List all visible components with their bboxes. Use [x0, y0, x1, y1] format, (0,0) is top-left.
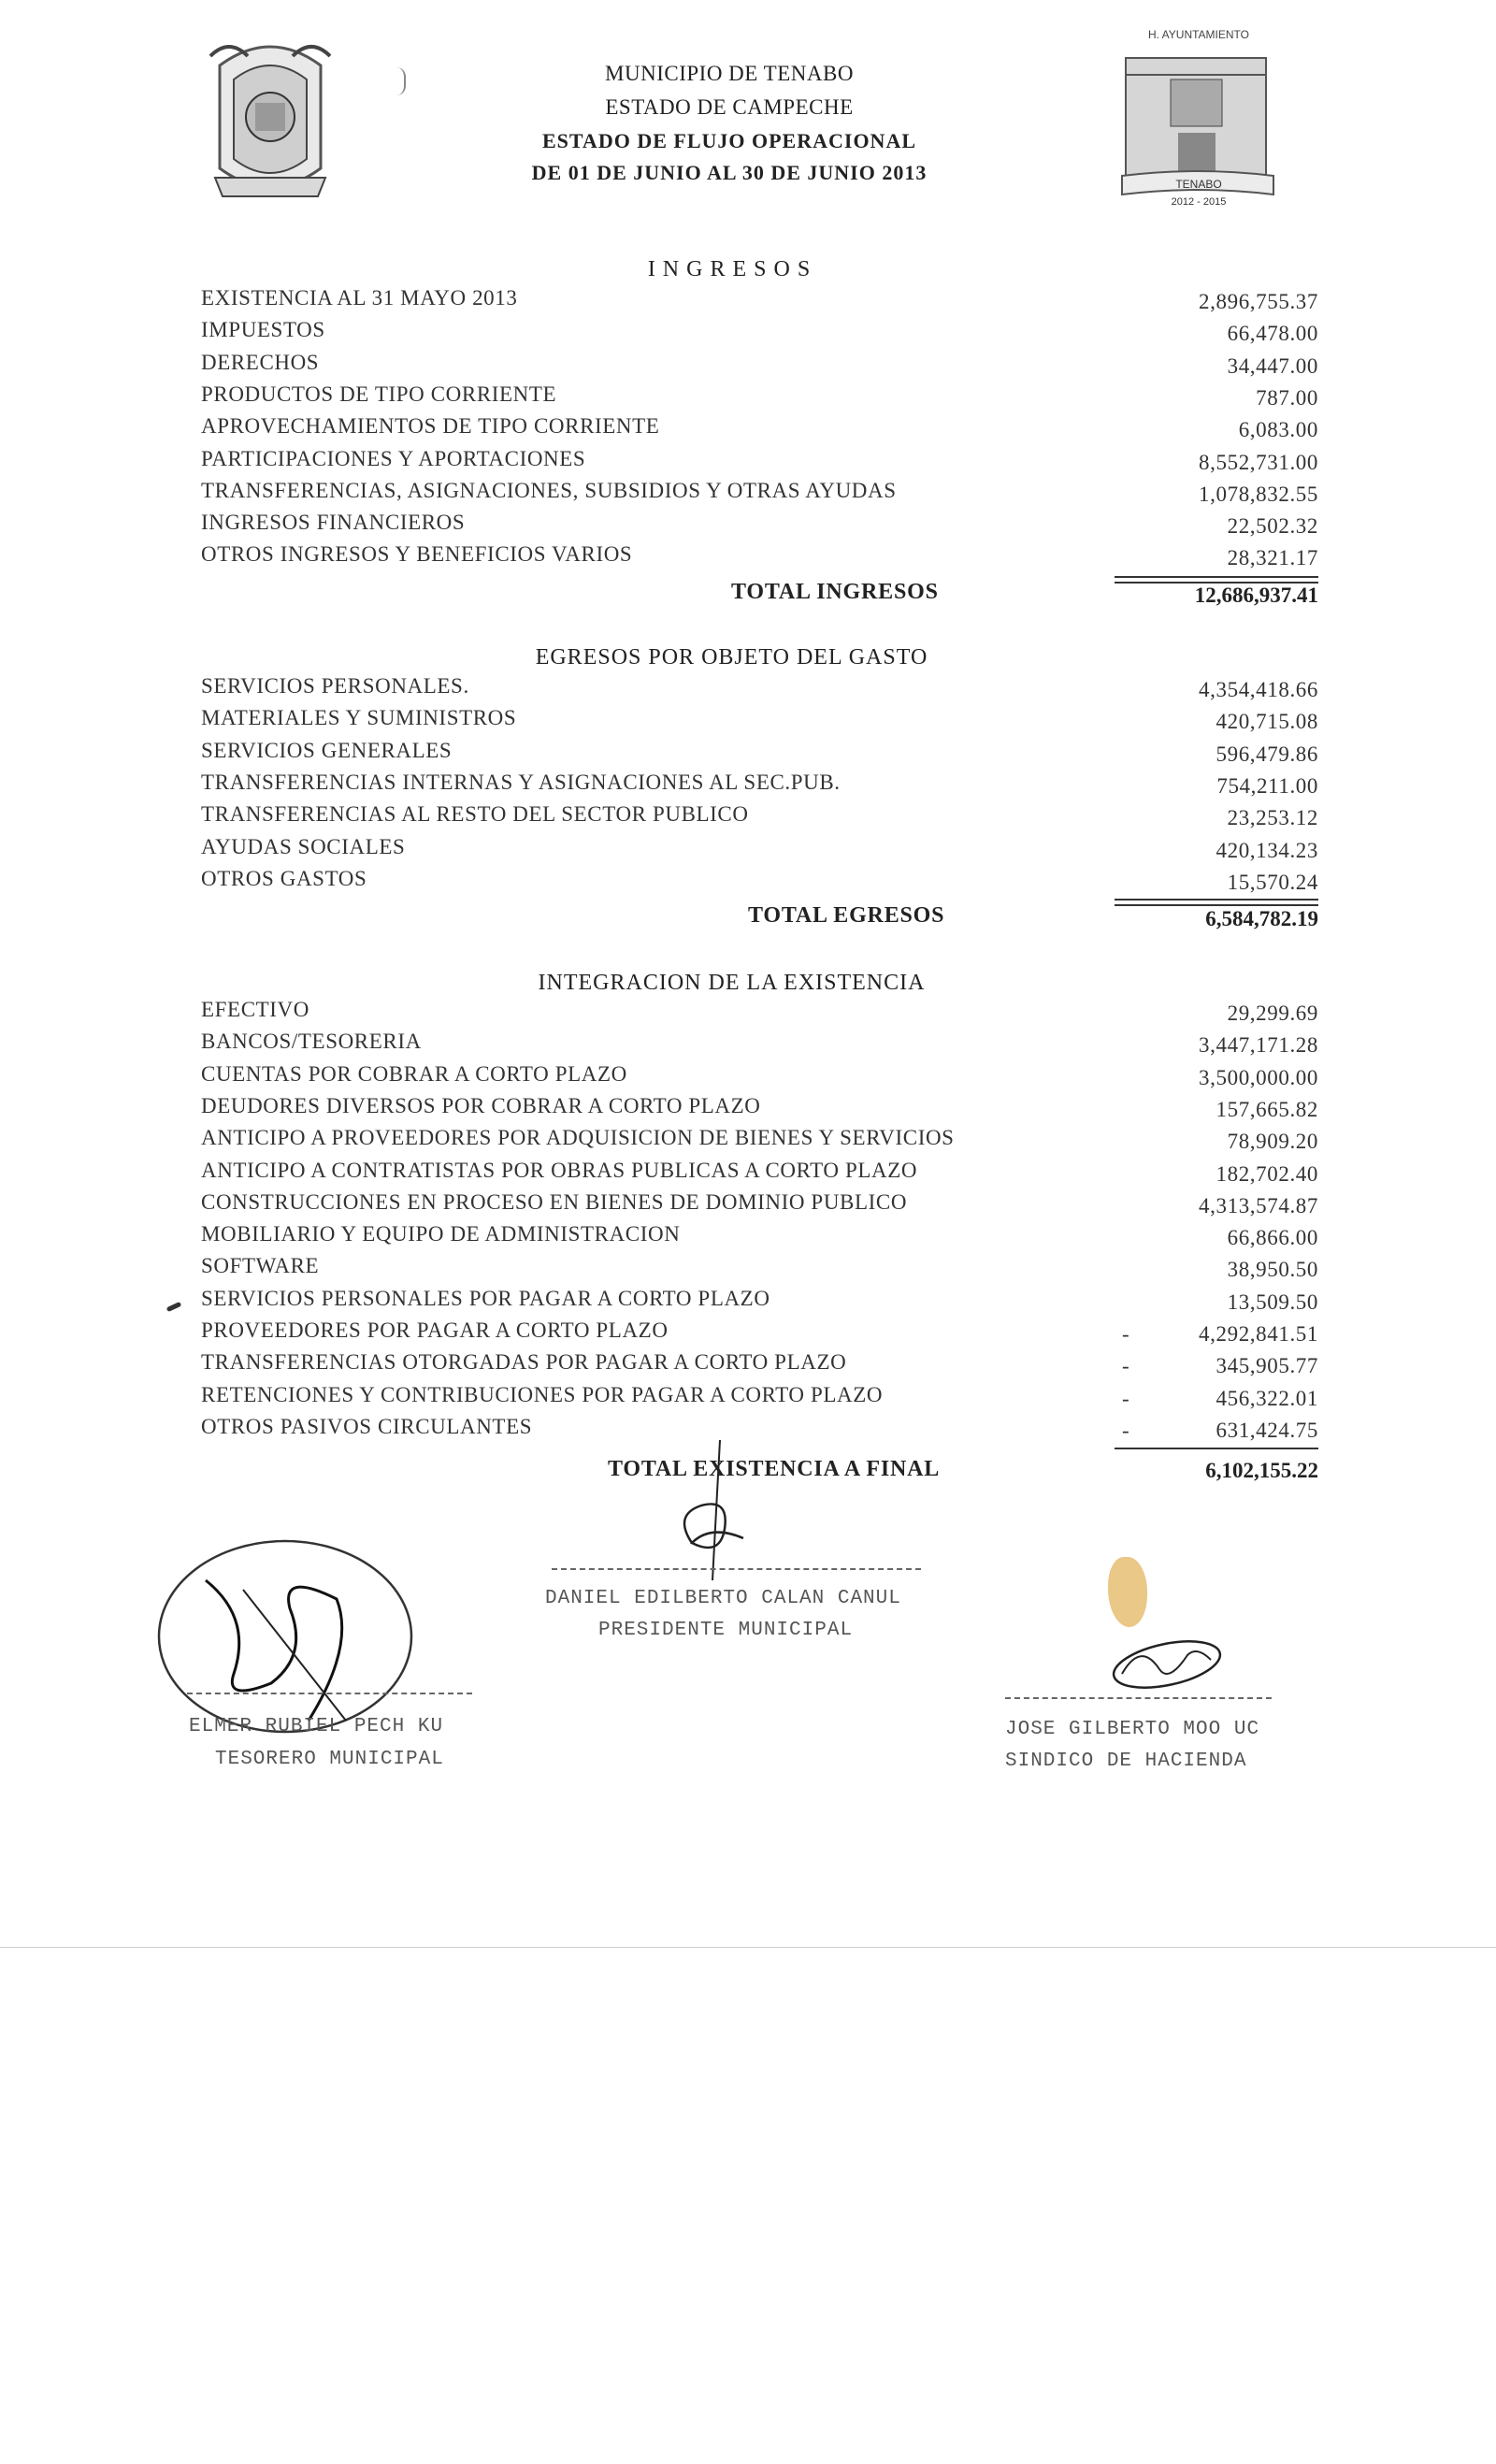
- ingresos-row: [201, 479, 1318, 511]
- row-label: DEUDORES DIVERSOS POR COBRAR A CORTO PLAZO: [201, 1093, 761, 1117]
- row-label: OTROS GASTOS: [201, 866, 367, 890]
- integracion-row: [201, 1159, 1318, 1190]
- ingresos-row: [201, 447, 1318, 479]
- row-label: TRANSFERENCIAS INTERNAS Y ASIGNACIONES AL SEC.PUB.: [201, 770, 841, 794]
- integracion-heading: INTEGRACION DE LA EXISTENCIA: [538, 971, 926, 995]
- integracion-row: [201, 1222, 1318, 1254]
- sindico-name: JOSE GILBERTO MOO UC: [1005, 1719, 1260, 1740]
- row-label: RETENCIONES Y CONTRIBUCIONES POR PAGAR A CORTO PLAZO: [201, 1382, 884, 1406]
- sindico-title: SINDICO DE HACIENDA: [1005, 1751, 1247, 1772]
- row-amount: 29,299.69: [1227, 1001, 1318, 1025]
- integracion-row: [201, 1062, 1318, 1094]
- row-label: SERVICIOS GENERALES: [201, 738, 453, 762]
- egresos-total-rule: [1115, 899, 1318, 906]
- integracion-row: [201, 998, 1318, 1030]
- row-amount: 13,509.50: [1227, 1290, 1318, 1314]
- treasurer-title: TESORERO MUNICIPAL: [215, 1749, 444, 1770]
- row-label: SOFTWARE: [201, 1254, 320, 1278]
- president-signature-mark: [654, 1440, 757, 1580]
- row-label: MOBILIARIO Y EQUIPO DE ADMINISTRACION: [201, 1222, 681, 1246]
- row-sign: -: [1122, 1418, 1130, 1442]
- row-label: BANCOS/TESORERIA: [201, 1030, 422, 1054]
- row-amount: 28,321.17: [1227, 546, 1318, 570]
- egresos-row: [201, 867, 1318, 899]
- row-amount: 78,909.20: [1227, 1130, 1318, 1154]
- row-label: TRANSFERENCIAS OTORGADAS POR PAGAR A CORTO PLAZO: [201, 1350, 847, 1375]
- integracion-row: [201, 1190, 1318, 1222]
- egresos-row: [201, 835, 1318, 867]
- president-title: PRESIDENTE MUNICIPAL: [598, 1620, 854, 1641]
- sindico-signature-line: [1005, 1697, 1272, 1699]
- row-label: CUENTAS POR COBRAR A CORTO PLAZO: [201, 1061, 627, 1086]
- row-label: PROVEEDORES POR PAGAR A CORTO PLAZO: [201, 1318, 669, 1342]
- integracion-row: [201, 1415, 1318, 1447]
- ayuntamiento-logo-top-text: H. AYUNTAMIENTO: [1147, 28, 1249, 41]
- row-label: INGRESOS FINANCIEROS: [201, 511, 466, 535]
- row-label: EFECTIVO: [201, 998, 309, 1021]
- row-label: TRANSFERENCIAS, ASIGNACIONES, SUBSIDIOS Y OTRAS AYUDAS: [201, 478, 897, 502]
- ingresos-total-label: TOTAL INGRESOS: [731, 580, 939, 604]
- ingresos-row: [201, 351, 1318, 382]
- row-sign: -: [1122, 1322, 1130, 1346]
- municipality-name: MUNICIPIO DE TENABO: [605, 62, 854, 85]
- ingresos-row: [201, 414, 1318, 446]
- ingresos-row: [201, 382, 1318, 414]
- row-amount: 182,702.40: [1216, 1161, 1318, 1186]
- row-amount: 420,134.23: [1216, 838, 1318, 862]
- ingresos-total-rule: [1115, 576, 1318, 584]
- stray-mark: [391, 67, 406, 95]
- president-signature-line: [552, 1568, 921, 1570]
- row-amount: 1,078,832.55: [1199, 482, 1318, 506]
- sindico-signature-mark: [1103, 1632, 1225, 1697]
- row-amount: 596,479.86: [1216, 742, 1318, 766]
- row-label: OTROS PASIVOS CIRCULANTES: [201, 1414, 533, 1438]
- president-name: DANIEL EDILBERTO CALAN CANUL: [545, 1588, 901, 1609]
- row-amount: 23,253.12: [1227, 806, 1318, 830]
- row-label: DERECHOS: [201, 350, 320, 374]
- report-period: DE 01 DE JUNIO AL 30 DE JUNIO 2013: [531, 161, 928, 184]
- egresos-row: [201, 739, 1318, 771]
- integracion-total-label: TOTAL EXISTENCIA A FINAL: [608, 1457, 941, 1481]
- integracion-row: [201, 1030, 1318, 1061]
- row-amount: 38,950.50: [1227, 1258, 1318, 1282]
- integracion-row: [201, 1318, 1318, 1350]
- egresos-row: [201, 706, 1318, 738]
- row-label: SERVICIOS PERSONALES.: [201, 674, 469, 698]
- row-amount: 4,313,574.87: [1199, 1193, 1318, 1218]
- row-amount: 754,211.00: [1216, 773, 1318, 798]
- row-label: ANTICIPO A PROVEEDORES POR ADQUISICION DE BIENES Y SERVICIOS: [201, 1126, 955, 1150]
- coat-of-arms-logo: [201, 28, 339, 206]
- row-label: PRODUCTOS DE TIPO CORRIENTE: [201, 382, 557, 406]
- integracion-row: [201, 1287, 1318, 1318]
- row-amount: 787.00: [1256, 385, 1318, 410]
- row-sign: -: [1122, 1354, 1130, 1378]
- row-label: APROVECHAMIENTOS DE TIPO CORRIENTE: [201, 414, 660, 439]
- row-amount: 34,447.00: [1227, 353, 1318, 378]
- egresos-row: [201, 802, 1318, 834]
- ayuntamiento-logo: [1115, 28, 1283, 215]
- ingresos-heading: I N G R E S O S: [647, 257, 812, 281]
- row-label: AYUDAS SOCIALES: [201, 834, 406, 858]
- row-amount: 4,292,841.51: [1199, 1322, 1318, 1346]
- ingresos-row: [201, 318, 1318, 350]
- row-amount: 4,354,418.66: [1199, 678, 1318, 701]
- row-amount: 22,502.32: [1227, 514, 1318, 539]
- row-amount: 631,424.75: [1216, 1418, 1318, 1442]
- stray-mark: [166, 1302, 182, 1312]
- tape-mark: [1108, 1557, 1147, 1627]
- report-title: ESTADO DE FLUJO OPERACIONAL: [541, 129, 917, 152]
- row-label: PARTICIPACIONES Y APORTACIONES: [201, 446, 586, 470]
- row-label: IMPUESTOS: [201, 318, 325, 342]
- row-amount: 8,552,731.00: [1199, 450, 1318, 474]
- page-fold-line: [0, 1947, 1496, 1948]
- row-label: SERVICIOS PERSONALES POR PAGAR A CORTO PLAZO: [201, 1286, 770, 1310]
- row-amount: 66,866.00: [1227, 1226, 1318, 1250]
- integracion-row: [201, 1350, 1318, 1382]
- row-amount: 6,083.00: [1238, 418, 1318, 442]
- state-name: ESTADO DE CAMPECHE: [605, 95, 854, 119]
- row-amount: 15,570.24: [1227, 870, 1318, 894]
- row-amount: 3,447,171.28: [1199, 1033, 1318, 1058]
- row-label: CONSTRUCCIONES EN PROCESO EN BIENES DE DOMINIO PUBLICO: [201, 1189, 908, 1214]
- row-amount: 420,715.08: [1216, 710, 1318, 734]
- ingresos-row: [201, 511, 1318, 542]
- integracion-row: [201, 1094, 1318, 1126]
- integracion-row: [201, 1254, 1318, 1286]
- egresos-total-amount: 6,584,782.19: [1205, 907, 1318, 930]
- ayuntamiento-logo-ribbon: TENABO: [1175, 178, 1222, 191]
- row-label: OTROS INGRESOS Y BENEFICIOS VARIOS: [201, 542, 633, 567]
- row-sign: -: [1122, 1386, 1130, 1410]
- ingresos-row: [201, 542, 1318, 574]
- row-amount: 2,896,755.37: [1199, 290, 1318, 313]
- treasurer-seal-signature: [150, 1534, 421, 1739]
- integracion-total-amount: 6,102,155.22: [1205, 1459, 1318, 1482]
- ayuntamiento-logo-years: 2012 - 2015: [1171, 196, 1227, 208]
- egresos-row: [201, 771, 1318, 802]
- row-label: TRANSFERENCIAS AL RESTO DEL SECTOR PUBLICO: [201, 802, 749, 827]
- integracion-total-rule: [1115, 1448, 1318, 1449]
- row-label: EXISTENCIA AL 31 MAYO 2013: [201, 286, 518, 310]
- row-label: MATERIALES Y SUMINISTROS: [201, 706, 517, 730]
- row-amount: 66,478.00: [1227, 322, 1318, 346]
- ingresos-row: [201, 286, 1318, 318]
- integracion-row: [201, 1126, 1318, 1158]
- row-amount: 345,905.77: [1216, 1354, 1318, 1378]
- egresos-row: [201, 674, 1318, 706]
- egresos-total-label: TOTAL EGRESOS: [748, 903, 945, 928]
- row-amount: 157,665.82: [1216, 1097, 1318, 1121]
- treasurer-signature-line: [187, 1693, 472, 1694]
- ingresos-total-amount: 12,686,937.41: [1194, 584, 1318, 607]
- row-amount: 456,322.01: [1216, 1386, 1318, 1410]
- integracion-row: [201, 1383, 1318, 1415]
- egresos-heading: EGRESOS POR OBJETO DEL GASTO: [535, 645, 928, 670]
- row-amount: 3,500,000.00: [1199, 1065, 1318, 1089]
- row-label: ANTICIPO A CONTRATISTAS POR OBRAS PUBLICAS A CORTO PLAZO: [201, 1158, 918, 1182]
- treasurer-name: ELMER RUBIEL PECH KU: [189, 1716, 444, 1737]
